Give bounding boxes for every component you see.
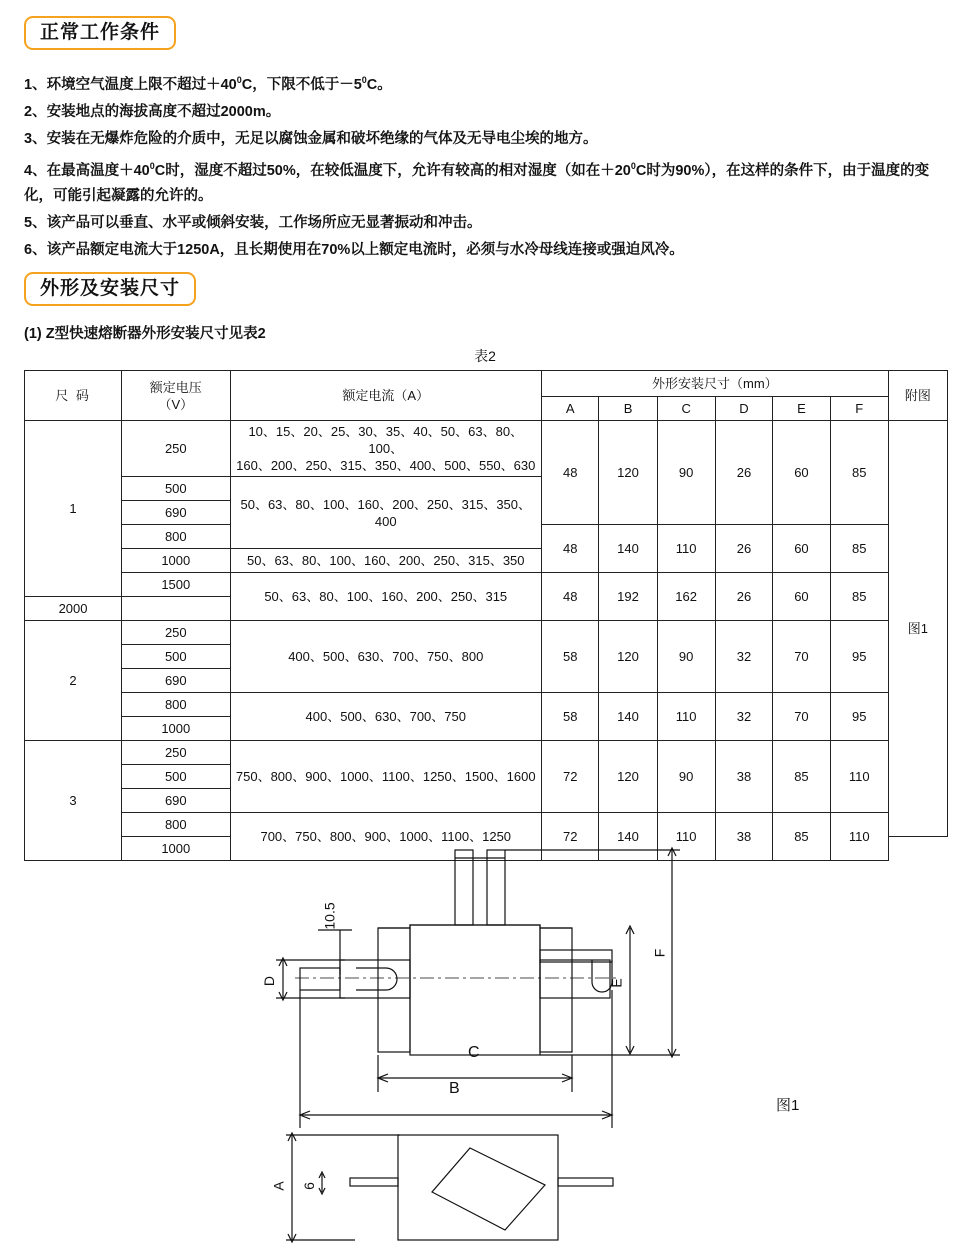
header-voltage [122, 371, 230, 421]
cell-voltage: 2000 [25, 597, 122, 621]
cell-dim-c: 90 [657, 621, 715, 693]
cell-dim-a: 58 [541, 693, 598, 741]
section-heading-dimensions [24, 272, 196, 306]
specification-table [24, 370, 948, 861]
dimension-drawing [0, 830, 970, 1245]
cell-dim-c: 110 [657, 525, 715, 573]
cell-dim-d: 38 [715, 741, 772, 813]
cell-current-line2: 160、200、250、315、350、400、500、550、630 [236, 458, 536, 473]
header-figure: 附图 [888, 371, 947, 421]
cell-voltage: 250 [122, 421, 230, 477]
header-dim-e: E [773, 397, 830, 421]
table-row [25, 741, 948, 765]
condition-item-5: 5、该产品可以垂直、水平或倾斜安装，工作场所应无显著振动和冲击。 [24, 214, 482, 231]
cell-voltage: 690 [122, 789, 230, 813]
cell-voltage: 690 [122, 669, 230, 693]
cell-dim-b: 140 [599, 525, 657, 573]
cell-dim-d: 26 [715, 573, 772, 621]
cell-dim-b: 120 [599, 741, 657, 813]
cell-dim-c: 162 [657, 573, 715, 621]
cell-voltage: 1000 [122, 549, 230, 573]
cell-dim-e: 60 [773, 525, 830, 573]
cell-current: 50、63、80、100、160、200、250、315 [230, 573, 541, 621]
cell-dim-a: 48 [541, 421, 598, 525]
cell-size-3: 3 [25, 741, 122, 861]
cell-dim-e: 70 [773, 621, 830, 693]
cell-current: 400、500、630、700、750 [230, 693, 541, 741]
table-row [25, 573, 948, 597]
cell-voltage: 250 [122, 621, 230, 645]
cell-dim-b: 140 [599, 813, 657, 861]
cell-dim-f: 85 [830, 421, 888, 525]
header-voltage-line2: （V） [158, 396, 194, 412]
cell-current: 50、63、80、100、160、200、250、315、350、400 [230, 477, 541, 549]
cell-voltage: 1500 [122, 573, 230, 597]
cell-dim-b: 140 [599, 693, 657, 741]
condition-item-6: 6、该产品额定电流大于1250A，且长期使用在70%以上额定电流时，必须与水冷母线连接或强迫风冷。 [24, 241, 684, 258]
label-dim-a: A [270, 1181, 287, 1191]
label-hole-10-5: 10.5 [321, 902, 338, 930]
cell-voltage: 500 [122, 645, 230, 669]
cell-dim-b: 120 [599, 421, 657, 525]
cell-dim-a: 48 [541, 573, 598, 621]
cell-current: 700、750、800、900、1000、1100、1250 [230, 813, 541, 861]
condition-item-2: 2、安装地点的海拔高度不超过2000m。 [24, 103, 281, 120]
figure-caption-1: 图1 [776, 1097, 800, 1114]
cell-voltage: 800 [122, 813, 230, 837]
cell-voltage: 800 [122, 525, 230, 549]
label-dim-b: B [449, 1080, 460, 1097]
table-header [25, 371, 948, 421]
cell-current: 400、500、630、700、750、800 [230, 621, 541, 693]
label-dim-d: D [261, 975, 278, 987]
cell-dim-a: 58 [541, 621, 598, 693]
condition-item-3: 3、安装在无爆炸危险的介质中，无足以腐蚀金属和破坏绝缘的气体及无导电尘埃的地方。 [24, 130, 598, 147]
cell-current: 750、800、900、1000、1100、1250、1500、1600 [230, 741, 541, 813]
cell-dim-d: 26 [715, 421, 772, 525]
cell-current-line1: 10、15、20、25、30、35、40、50、63、80、100、 [248, 424, 524, 456]
specification-table-wrapper [24, 370, 948, 861]
cell-voltage: 1000 [122, 717, 230, 741]
header-dim-b: B [599, 397, 657, 421]
section-heading-dimensions-label: 外形及安装尺寸 [24, 272, 196, 306]
cell-dim-e: 85 [773, 813, 830, 861]
table-title: 表2 [474, 348, 496, 364]
condition-item-1: 1、环境空气温度上限不超过$+40^0C$，下限不低于$-5^0C$。 [24, 75, 392, 93]
header-dim-c: C [657, 397, 715, 421]
label-dim-f: F [651, 948, 668, 958]
dimension-drawing-svg [0, 830, 970, 1245]
header-dimensions-group: 外形安装尺寸（mm） [541, 371, 888, 397]
cell-dim-a: 72 [541, 741, 598, 813]
cell-dim-f: 85 [830, 525, 888, 573]
cell-dim-a: 72 [541, 813, 598, 861]
header-current: 额定电流（A） [230, 371, 541, 421]
cell-voltage: 500 [122, 477, 230, 501]
header-voltage-line1: 额定电压 [149, 379, 202, 395]
header-dim-d: D [715, 397, 772, 421]
working-conditions-list [24, 68, 954, 265]
cell-dim-c: 110 [657, 813, 715, 861]
cell-voltage: 250 [122, 741, 230, 765]
cell-voltage: 1000 [122, 837, 230, 861]
condition-item-4: 4、在最高温度$+40^0C$时，湿度不超过50%，在较低温度下，允许有较高的相对湿度（如在$+20^0C$时为90%），在这样的条件下，由于温度的变化，可能引起凝露的允许的。 [24, 160, 930, 204]
cell-dim-c: 90 [657, 741, 715, 813]
cell-figure: 图1 [888, 421, 947, 837]
label-dim-c: C [468, 1044, 480, 1061]
cell-dim-a: 48 [541, 525, 598, 573]
cell-dim-e: 60 [773, 573, 830, 621]
section-heading-working-conditions-label: 正常工作条件 [24, 16, 176, 50]
cell-dim-f: 110 [830, 813, 888, 861]
cell-dim-d: 32 [715, 621, 772, 693]
cell-dim-b: 192 [599, 573, 657, 621]
cell-dim-e: 85 [773, 741, 830, 813]
header-dim-a: A [541, 397, 598, 421]
cell-dim-f: 95 [830, 693, 888, 741]
cell-dim-f: 95 [830, 621, 888, 693]
cell-dim-b: 120 [599, 621, 657, 693]
cell-current: 50、63、80、100、160、200、250、315、350 [230, 549, 541, 573]
table-header-row-1 [25, 371, 948, 397]
cell-current [230, 421, 541, 477]
table-row [25, 693, 948, 717]
cell-dim-d: 26 [715, 525, 772, 573]
cell-dim-c: 110 [657, 693, 715, 741]
label-dim-e: E [608, 978, 625, 988]
cell-voltage: 800 [122, 693, 230, 717]
cell-dim-d: 38 [715, 813, 772, 861]
cell-size-1: 1 [25, 421, 122, 597]
table-row [25, 621, 948, 645]
cell-dim-f: 110 [830, 741, 888, 813]
cell-voltage: 500 [122, 765, 230, 789]
section-heading-working-conditions [24, 16, 176, 50]
table-subcaption: (1) Z型快速熔断器外形安装尺寸见表2 [24, 326, 266, 342]
label-thickness-6: 6 [300, 1182, 317, 1190]
cell-size-2: 2 [25, 621, 122, 741]
cell-dim-c: 90 [657, 421, 715, 525]
header-dim-f: F [830, 397, 888, 421]
cell-dim-f: 85 [830, 573, 888, 621]
cell-dim-e: 60 [773, 421, 830, 525]
cell-voltage: 690 [122, 501, 230, 525]
cell-dim-e: 70 [773, 693, 830, 741]
cell-dim-d: 32 [715, 693, 772, 741]
header-size: 尺 码 [25, 371, 122, 421]
table-body [25, 421, 948, 861]
